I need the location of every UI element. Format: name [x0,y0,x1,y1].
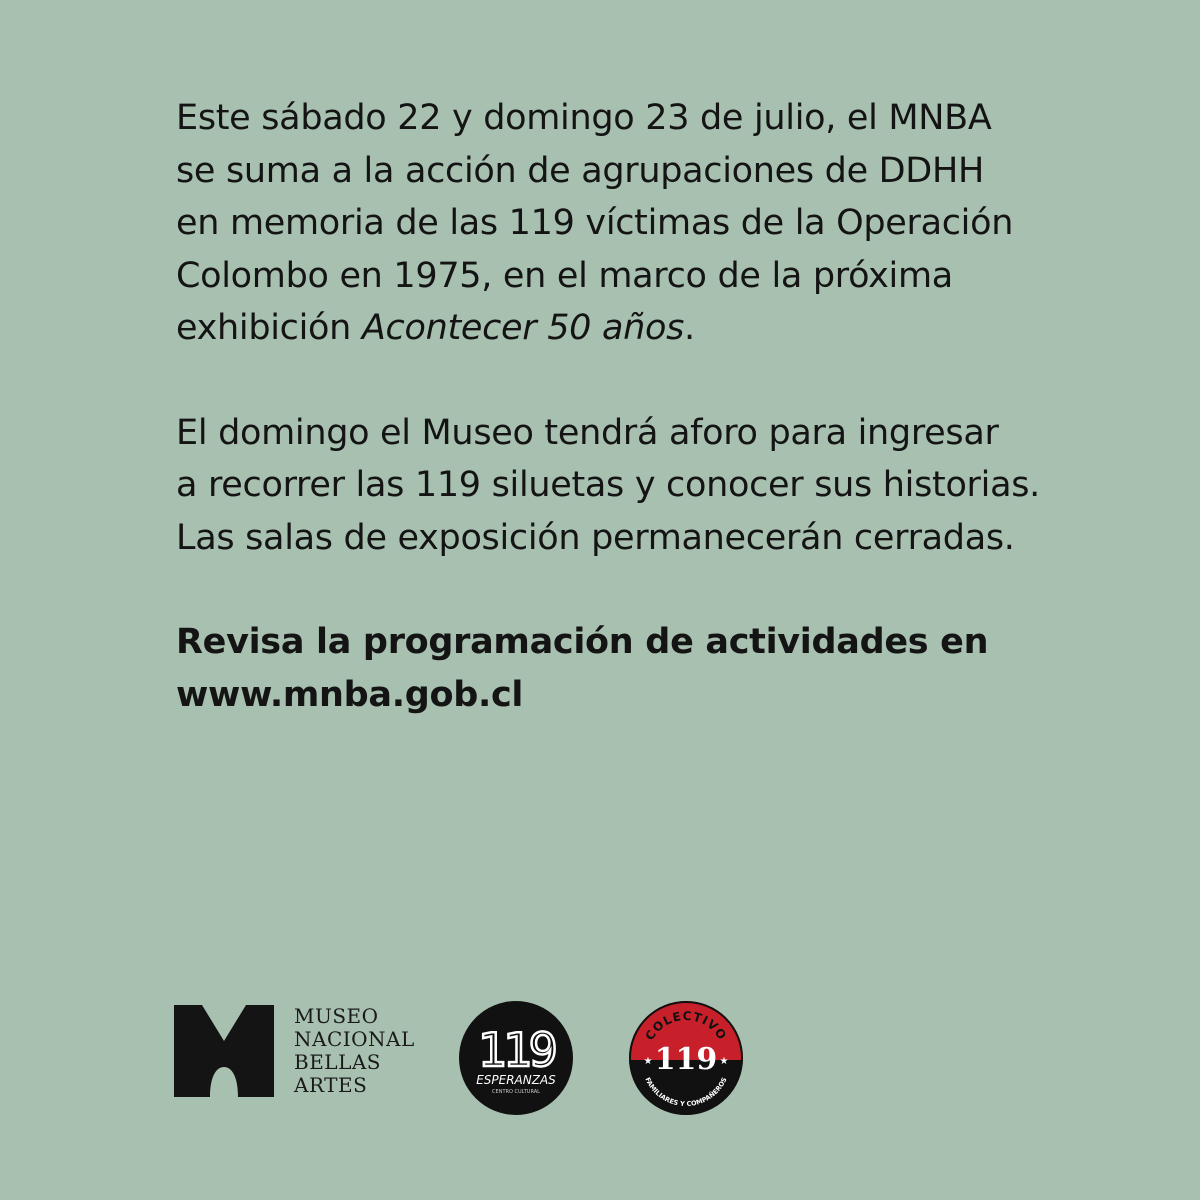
visit-line-1: El domingo el Museo tendrá aforo para ingresar [176,412,999,453]
event-line-3: en memoria de las 119 víctimas de la Operación [176,203,1014,243]
mnba-word-bellas: BELLAS [294,1050,382,1074]
callout-paragraph [176,616,1166,721]
event-line-5-suffix: . [684,308,695,348]
mnba-word-nacional: NACIONAL [294,1027,415,1051]
colectivo-119-logo [628,1000,744,1116]
event-line-5-prefix: exhibición [176,308,362,348]
event-line-4: Colombo en 1975, en el marco de la próxima [176,255,953,296]
esperanzas-number: 119 [478,1023,554,1077]
visit-paragraph [176,407,1166,565]
esperanzas-logo [458,1000,574,1116]
exhibition-title: Acontecer 50 años [361,308,685,348]
mnba-word-artes: ARTES [294,1073,368,1097]
colectivo-number: 119 [654,1042,718,1077]
event-line-5 [176,302,1166,355]
mnba-logo [174,1005,424,1097]
callout-line: Revisa la programación de actividades en [176,622,989,662]
event-line-1: Este sábado 22 y domingo 23 de julio, el MNBA [176,98,992,138]
star-left-icon: ★ [643,1056,653,1067]
mnba-word-museo: MUSEO [294,1004,379,1028]
star-right-icon: ★ [719,1056,729,1067]
colectivo-top-label: COLECTIVO [642,1008,730,1043]
visit-line-2: a recorrer las 119 siluetas y conocer sus historias. [176,465,1040,505]
colectivo-bottom-label: FAMILIARES Y COMPAÑEROS [643,1076,729,1109]
announcement-body [176,92,1166,721]
website-link[interactable]: www.mnba.gob.cl [176,674,524,715]
mnba-wordmark [294,1005,415,1097]
esperanzas-subtitle: CENTRO CULTURAL [492,1089,540,1095]
event-paragraph [176,92,1166,355]
event-line-2: se suma a la acción de agrupaciones de DDHH [176,150,984,191]
mnba-m-icon [174,1005,274,1097]
esperanzas-word: ESPERANZAS [476,1073,556,1087]
visit-line-3: Las salas de exposición permanecerán cerradas. [176,517,1015,558]
